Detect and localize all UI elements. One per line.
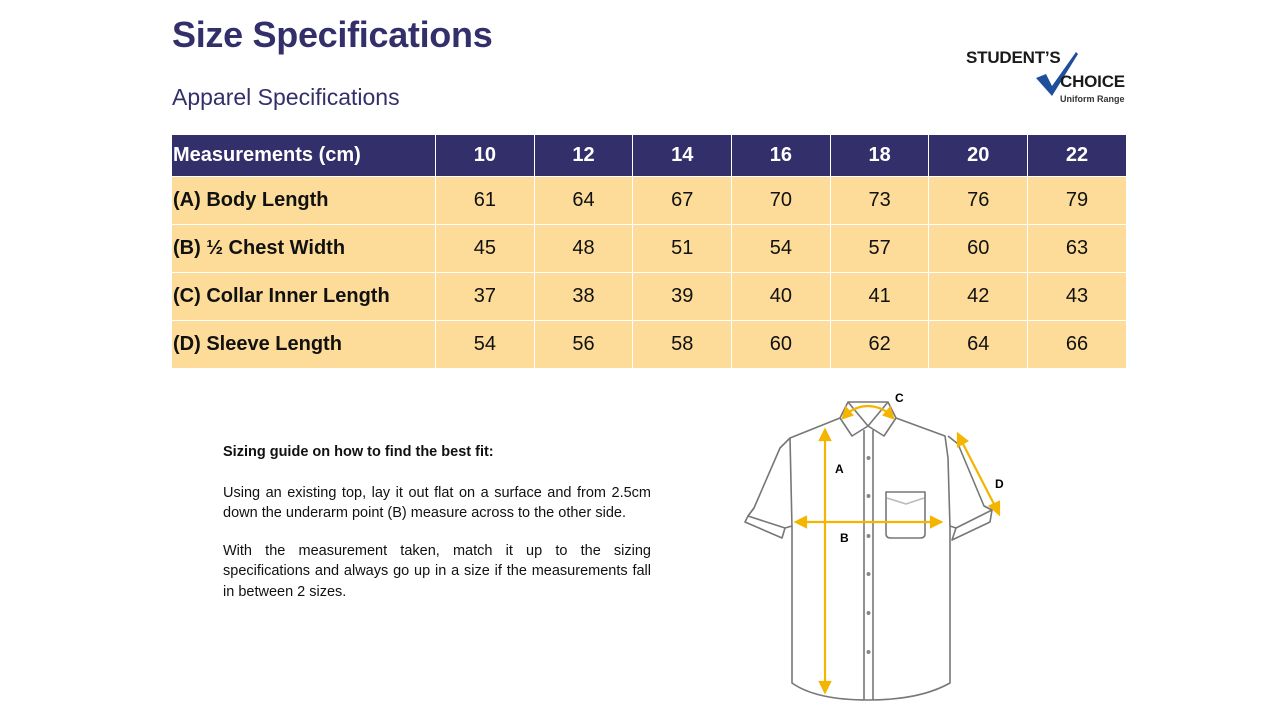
header-size: 18	[830, 135, 929, 177]
cell: 45	[436, 225, 535, 273]
header-size: 12	[534, 135, 633, 177]
header-size: 20	[929, 135, 1028, 177]
cell: 40	[732, 273, 831, 321]
cell: 76	[929, 177, 1028, 225]
cell: 62	[830, 321, 929, 369]
header-measurements: Measurements (cm)	[172, 135, 436, 177]
cell: 56	[534, 321, 633, 369]
table-row	[172, 225, 1127, 273]
cell: 38	[534, 273, 633, 321]
header-size: 10	[436, 135, 535, 177]
row-label: (A) Body Length	[172, 177, 436, 225]
cell: 70	[732, 177, 831, 225]
cell: 64	[534, 177, 633, 225]
table-row	[172, 177, 1127, 225]
sizing-guide	[223, 442, 651, 619]
cell: 37	[436, 273, 535, 321]
cell: 73	[830, 177, 929, 225]
row-label: (B) ½ Chest Width	[172, 225, 436, 273]
label-c: C	[895, 391, 904, 405]
cell: 60	[929, 225, 1028, 273]
page-title: Size Specifications	[172, 14, 493, 55]
cell: 64	[929, 321, 1028, 369]
shirt-diagram	[740, 388, 1010, 708]
cell: 41	[830, 273, 929, 321]
logo-line-1: STUDENT’S	[966, 48, 1061, 67]
logo-line-3: Uniform Range	[1060, 94, 1125, 104]
guide-heading: Sizing guide on how to find the best fit:	[223, 444, 494, 460]
header-size: 22	[1028, 135, 1127, 177]
table-row	[172, 321, 1127, 369]
cell: 63	[1028, 225, 1127, 273]
cell: 54	[436, 321, 535, 369]
guide-paragraph-2: With the measurement taken, match it up to the sizing specifications and always go up in a size if the measurements fall in between 2 sizes.	[223, 542, 651, 600]
row-label: (D) Sleeve Length	[172, 321, 436, 369]
cell: 60	[732, 321, 831, 369]
row-label: (C) Collar Inner Length	[172, 273, 436, 321]
cell: 42	[929, 273, 1028, 321]
header-size: 16	[732, 135, 831, 177]
cell: 67	[633, 177, 732, 225]
cell: 54	[732, 225, 831, 273]
cell: 66	[1028, 321, 1127, 369]
size-spec-table	[171, 134, 1127, 369]
page-subtitle: Apparel Specifications	[172, 84, 400, 110]
cell: 58	[633, 321, 732, 369]
cell: 48	[534, 225, 633, 273]
label-d: D	[995, 477, 1004, 491]
table-header-row	[172, 135, 1127, 177]
students-choice-logo	[964, 46, 1134, 110]
label-a: A	[835, 462, 844, 476]
cell: 43	[1028, 273, 1127, 321]
cell: 39	[633, 273, 732, 321]
shirt-outline-icon	[740, 388, 1010, 708]
label-b: B	[840, 531, 849, 545]
header-size: 14	[633, 135, 732, 177]
cell: 79	[1028, 177, 1127, 225]
table-row	[172, 273, 1127, 321]
logo-line-2: CHOICE	[1060, 72, 1125, 91]
cell: 57	[830, 225, 929, 273]
cell: 51	[633, 225, 732, 273]
cell: 61	[436, 177, 535, 225]
guide-paragraph-1: Using an existing top, lay it out flat on a surface and from 2.5cm down the underarm point (B) measure across to the other side.	[223, 484, 651, 521]
